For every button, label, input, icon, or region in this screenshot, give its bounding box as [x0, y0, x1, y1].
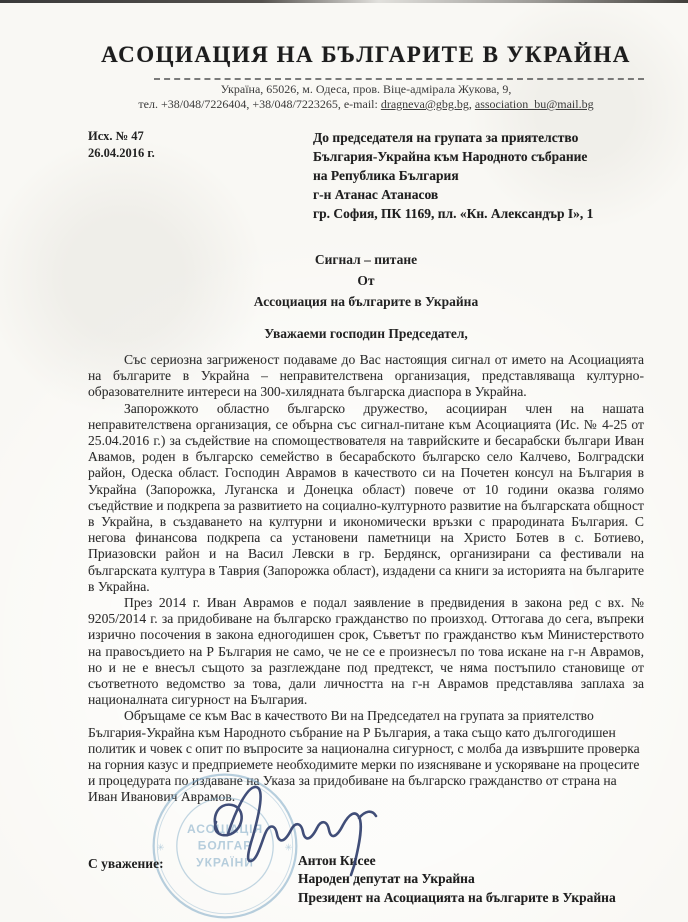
paragraph: Запорожкото областно българско дружество, асоцииран член на нашата неправителствена организация, се обърна със сигнал-питане към Асоциацията (Ис. № 4-25 от 25.04.2016 г.) за съдействие на спомоществователя на таврийските и бесарабски българи Иван Авамов, роден в българско семейство в бесарабското българско село Калчево, Болградски район, Одеска област. Господин Аврамов в качеството си на Почетен консул на България в Украйна (Запорожка, Луганска и Донецка област) повече от 10 години оказва голямо съедйствие и подкрепа за развитието на социално-културното развитие на българската общност в Украйна, в създаването на културни и икономически връзки с прародината България. С негова финансова подкрепа са установени паметници на Христо Ботев в с. Ботиево, Приазовски район и на Васил Левски в гр. Бердянск, организирани са фестивали на българската култура в Таврия (Запорожка област), издадени са книги за историята на българите в Украйна.	[88, 400, 645, 594]
org-title: АСОЦИАЦИЯ НА БЪЛГАРИТЕ В УКРАЙНА	[101, 42, 631, 67]
recipient-line: на Република България	[313, 168, 459, 183]
recipient-block	[313, 128, 593, 223]
ref-number: Исх. № 47	[88, 129, 144, 143]
signer-name: Антон Кисее	[298, 852, 376, 868]
subject-line: Сигнал – питане	[314, 252, 418, 267]
stamp-side-mark: ✳	[156, 842, 166, 853]
email-address-2: association_bu@mail.bg	[474, 97, 594, 111]
paragraph: Със сериозна загриженост подаваме до Вас настоящия сигнал от името на Асоциацията на българите в Украйна – неправителствена организация, представляваща културно-образователните интереси на 300-хилядната българска диаспора в Украйна.	[88, 352, 644, 400]
recipient-line: До председателя на групата за приятелство	[313, 130, 579, 145]
signer-title: Народен депутат на Украйна	[298, 871, 475, 887]
recipient-line: България-Украйна към Народното събрание	[313, 149, 588, 164]
letterhead-divider	[154, 78, 644, 80]
email-address-1: dragneva@gbg.bg	[380, 97, 469, 111]
salutation: Уважаеми господин Председател,	[264, 326, 468, 341]
header-row	[88, 128, 644, 223]
email-separator: ,	[468, 97, 475, 111]
letter-body	[88, 352, 644, 806]
stamp-text-line: БОЛГАР	[197, 838, 253, 853]
scan-top-edge	[0, 0, 688, 3]
letterhead	[88, 42, 644, 112]
recipient-line: гр. София, ПК 1169, пл. «Кн. Александър I», 1	[313, 206, 594, 221]
subject-line: От	[357, 273, 375, 288]
subject-block	[88, 249, 644, 312]
paragraph: Обръщаме се към Вас в качеството Ви на Председател на групата за приятелство България-Украйна към Народното събрание на Р България, а така също като дългогодишен политик и човек с опит по въпросите за национална сигурност, с молба да извършите проверка на горния казус и предприемете необходимите мерки по изясняване и ускоряване на процесите и процедурата по издаване на Указа за придобиване на българско гражданство от страна на Иван Иванович Аврамов.	[88, 708, 640, 805]
ref-block	[88, 128, 313, 223]
closing-row	[88, 852, 644, 908]
contact-prefix: тел. +38/048/7226404, +38/048/7223265, e-mail:	[138, 97, 381, 111]
signer-block	[298, 852, 616, 908]
ref-date: 26.04.2016 г.	[88, 146, 155, 160]
closing-label: С уважение:	[88, 855, 164, 871]
paragraph: През 2014 г. Иван Аврамов е подал заявление в предвидения в закона ред с вх. № 9205/2014 г. за придобиване на българско гражданство по произход. Оттогава до сега, въпреки изрично посочения в закона едногодишен срок, Съветът по гражданство към Министерството на правосъдието на Р България не само, че не се е произнесъл по това искане на г-н Аврамов, но и не е внесъл същото за разглеждане под предтекст, че няма постъпило становище от съответното ведомство за това, дали личността на г-н Аврамов представлява заплаха за националната сигурност на България.	[88, 595, 644, 708]
stamp-text-line: УКРАЇНИ	[196, 855, 254, 870]
subject-line: Ассоциация на българите в Украйна	[253, 294, 479, 309]
address-line: Україна, 65026, м. Одеса, пров. Віце-адмірала Жукова, 9,	[220, 82, 512, 96]
contact-line	[88, 97, 644, 112]
signer-title: Президент на Асоциацията на българите в Украйна	[298, 889, 616, 905]
stamp-text-line: АСОЦІАЦІЯ	[186, 822, 264, 837]
stamp-side-mark: ✳	[284, 842, 294, 853]
recipient-line: г-н Атанас Атанасов	[313, 187, 439, 202]
